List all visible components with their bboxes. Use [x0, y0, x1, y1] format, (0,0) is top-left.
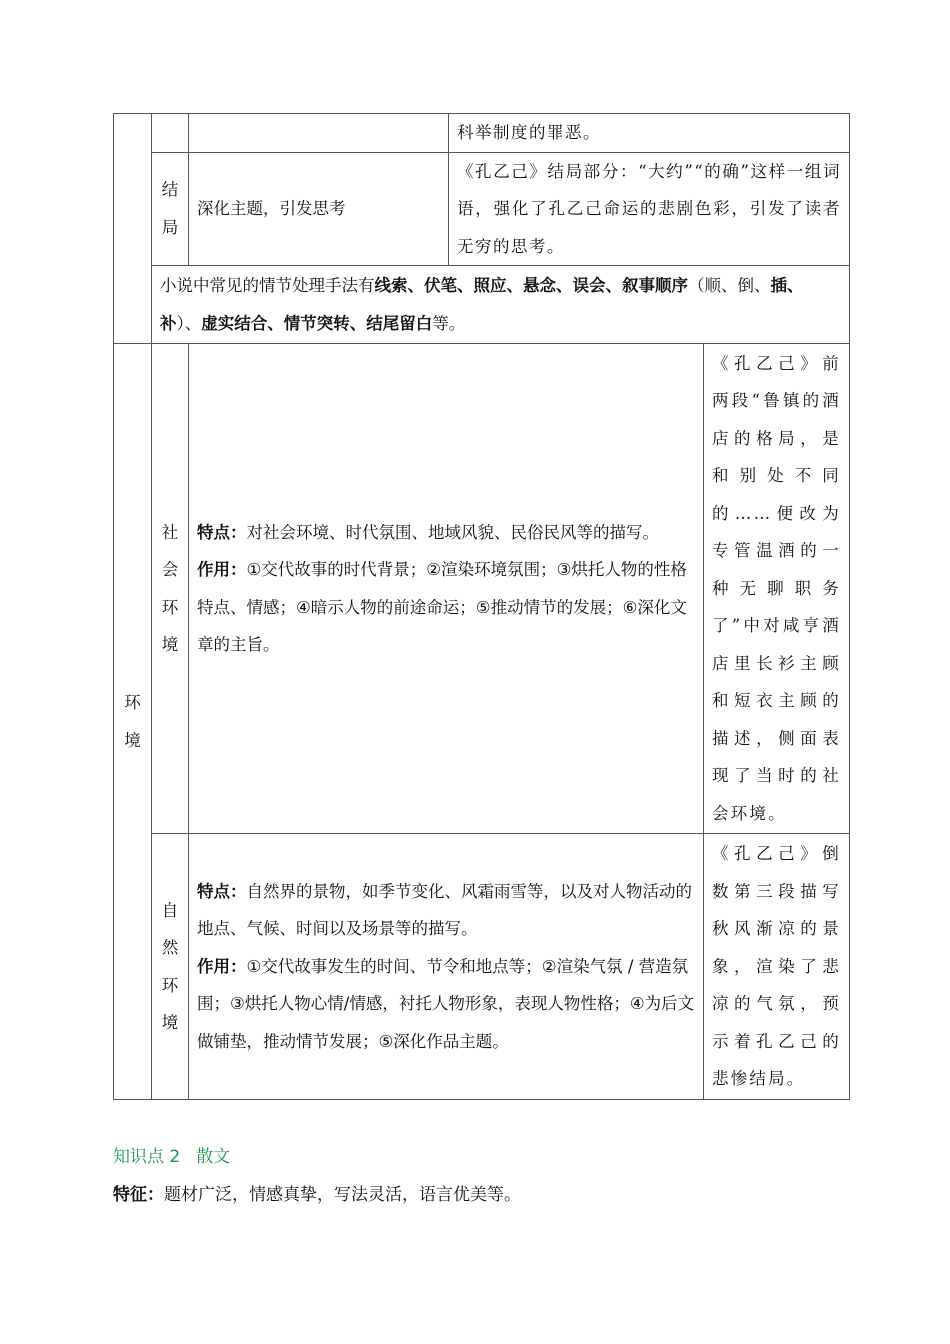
category-cell-blank: [114, 114, 152, 344]
ending-label: 结 局: [152, 152, 189, 266]
ending-example: 《孔乙己》结局部分：“大约”“的确”这样一组词语，强化了孔乙己命运的悲剧色彩，引发了读者无穷的思考。: [449, 152, 850, 266]
prose-feature: 特征：题材广泛，情感真挚，写法灵活，语言优美等。: [113, 1185, 521, 1205]
natural-environment-desc: 特点：自然界的景物，如季节变化、风霜雨雪等，以及对人物活动的地点、气候、时间以及场景等的描写。 作用：①交代故事发生的时间、节令和地点等；②渲染气氛 / 营造氛围；③烘托人物心情/情感，衬托人物形象，表现人物性格；④为后文做铺垫，推动情节发展；⑤深化作品主题。: [189, 834, 704, 1100]
table-row: [114, 152, 850, 266]
social-environment-desc: 特点：对社会环境、时代氛围、地域风貌、民俗民风等的描写。 作用：①交代故事的时代背景；②渲染环境氛围；③烘托人物的性格特点、情感；④暗示人物的前途命运；⑤推动情节的发展；⑥深化文章的主旨。: [189, 344, 704, 834]
table-row: [114, 344, 850, 834]
example-cell: 科举制度的罪恶。: [449, 114, 850, 153]
ending-function: 深化主题，引发思考: [189, 152, 449, 266]
blank-cell: [189, 114, 449, 153]
table-row: [114, 266, 850, 344]
section-title: 知识点 2 散文: [113, 1147, 231, 1167]
social-environment-example: 《孔乙己》前两段“鲁镇的酒店的格局，是和别处不同的……便改为专管温酒的一种无聊职务了”中对咸亨酒店里长衫主顾和短衣主顾的描述，侧面表现了当时的社会环境。: [704, 344, 850, 834]
natural-environment-label: 自 然 环 境: [152, 834, 189, 1100]
table-row: [114, 114, 850, 153]
social-environment-label: 社 会 环 境: [152, 344, 189, 834]
knowledge-table: [113, 113, 850, 1100]
blank-cell: [152, 114, 189, 153]
techniques-cell: 小说中常见的情节处理手法有线索、伏笔、照应、悬念、误会、叙事顺序（顺、倒、插、补）、虚实结合、情节突转、结尾留白等。: [152, 266, 850, 344]
environment-label: 环 境: [114, 344, 152, 1100]
table-row: [114, 834, 850, 1100]
natural-environment-example: 《孔乙己》倒数第三段描写秋风渐凉的景象，渲染了悲凉的气氛，预示着孔乙己的悲惨结局。: [704, 834, 850, 1100]
